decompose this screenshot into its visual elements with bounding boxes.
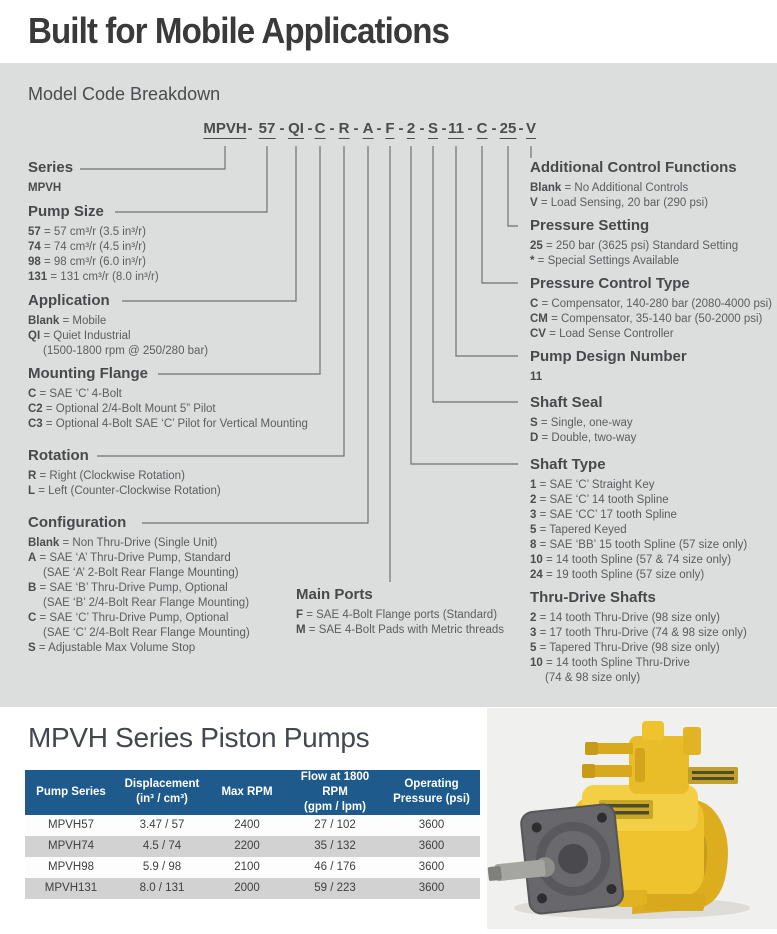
leader-shaft-seal [433,146,518,402]
code-option: 74 = 74 cm³/r (4.5 in³/r) [28,241,146,253]
code-option: 10 = 14 tooth Spline (57 & 74 size only) [530,554,732,566]
section-title: Pressure Setting [530,217,650,234]
code-option: C2 = Optional 2/4-Bolt Mount 5” Pilot [28,403,216,415]
code-option: S = Single, one-way [530,417,633,429]
code-option: 8 = SAE ‘BB’ 15 tooth Spline (57 size only) [530,539,748,551]
section-title: Pump Design Number [530,348,687,365]
table-cell: 2400 [234,819,260,832]
pump-photo [487,708,777,929]
table-cell: 3600 [418,840,445,853]
code-option: L = Left (Counter-Clockwise Rotation) [28,485,221,497]
code-option: C = SAE ‘C’ 4-Bolt [28,388,122,400]
code-option: (1500-1800 rpm @ 250/280 bar) [43,345,209,357]
code-option: 2 = 14 tooth Thru-Drive (98 size only) [530,612,720,624]
section-title: Shaft Seal [530,394,603,411]
section-pressure-setting [530,218,738,269]
code-separator: - [307,120,313,137]
code-separator: - [329,120,335,137]
code-separator: - [491,120,497,137]
section-title: Additional Control Functions [530,159,737,176]
leader-pump-size [115,146,267,212]
code-option: 57 = 57 cm³/r (3.5 in³/r) [28,226,146,238]
code-segment-2: 2 [406,120,416,137]
code-separator: - [518,120,524,137]
table-cell: 4.5 / 74 [142,840,182,853]
table-cell: 2100 [234,861,260,874]
section-title: Pump Size [28,203,104,220]
code-segment-25: 25 [499,120,517,137]
code-option: MPVH [28,182,62,194]
code-segment-v: V [525,120,537,137]
table-column-header: Pump Series [25,770,117,815]
section-title: Pressure Control Type [530,275,690,292]
leader-pressure-setting [508,146,518,226]
code-option: C = Compensator, 140-280 bar (2080-4000 psi) [530,298,772,310]
section-configuration [28,515,250,656]
code-option: D = Double, two-way [530,432,637,444]
section-mounting-flange [28,366,308,432]
section-thru-drive-shafts [530,590,747,686]
code-option: V = Load Sensing, 20 bar (290 psi) [530,197,709,209]
table-cell: MPVH98 [47,861,95,874]
model-code-panel [0,63,777,707]
table-cell: 8.0 / 131 [139,882,185,895]
code-option: 11 [530,371,543,383]
leader-pressure-control-type [482,146,518,283]
code-option: (74 & 98 size only) [545,672,641,684]
code-separator: - [398,120,404,137]
code-option: B = SAE ‘B’ Thru-Drive Pump, Optional [28,582,228,594]
section-title: Main Ports [296,586,373,603]
table-column-header: Displacement (in³ / cm³) [117,770,207,815]
table-row [25,836,480,857]
code-option: 3 = 17 tooth Thru-Drive (74 & 98 size only) [530,627,747,639]
section-pump-size [28,204,159,285]
table-cell: 35 / 132 [314,840,356,853]
code-option: (SAE ‘C’ 2/4-Bolt Rear Flange Mounting) [43,627,250,639]
section-application [28,293,208,359]
code-option: QI = Quiet Industrial [28,330,131,342]
table-cell: 5.9 / 98 [142,861,182,874]
code-option: 131 = 131 cm³/r (8.0 in³/r) [28,271,159,283]
leader-pump-design-number [456,146,518,356]
code-option: 2 = SAE ‘C’ 14 tooth Spline [530,494,669,506]
code-separator: - [441,120,447,137]
code-separator: - [279,120,285,137]
code-option: 5 = Tapered Keyed [530,524,627,536]
section-shaft-seal [530,395,636,446]
code-option: 98 = 98 cm³/r (6.0 in³/r) [28,256,146,268]
table-header-row [25,770,480,815]
section-title: Shaft Type [530,456,606,473]
code-option: (SAE ‘B’ 2/4-Bolt Rear Flange Mounting) [43,597,250,609]
table-cell: MPVH57 [47,819,95,832]
code-option: S = Adjustable Max Volume Stop [28,642,196,654]
section-rotation [28,448,221,499]
code-separator: - [353,120,359,137]
code-option: F = SAE 4-Bolt Flange ports (Standard) [296,609,498,621]
table-cell: 3.47 / 57 [139,819,185,832]
code-option: Blank = No Additional Controls [530,182,689,194]
table-cell: 2200 [234,840,260,853]
code-option: 25 = 250 bar (3625 psi) Standard Setting [530,240,739,252]
code-option: * = Special Settings Available [530,255,680,267]
page-title: Built for Mobile Applications [28,10,450,51]
leader-shaft-type [411,146,518,464]
table-cell: 59 / 223 [314,882,356,895]
pump-specs-table [25,770,480,899]
code-segment-r: R [338,120,350,137]
table-column-header: Operating Pressure (psi) [383,770,480,815]
code-segment-57: 57 [258,120,276,137]
code-separator: - [419,120,425,137]
section-main-ports [296,587,504,638]
section-pressure-control-type [530,276,772,342]
code-separator: - [376,120,382,137]
table-cell: MPVH74 [47,840,95,853]
table-cell: 3600 [418,882,445,895]
table-body [25,815,480,899]
code-option: R = Right (Clockwise Rotation) [28,470,185,482]
code-option: 5 = Tapered Thru-Drive (98 size only) [530,642,720,654]
section-title: Mounting Flange [28,365,148,382]
section-title: Configuration [28,514,127,531]
code-option: M = SAE 4-Bolt Pads with Metric threads [296,624,505,636]
code-option: C3 = Optional 4-Bolt SAE ‘C’ Pilot for Vertical Mounting [28,418,308,430]
code-option: 3 = SAE ‘CC’ 17 tooth Spline [530,509,677,521]
code-option: 10 = 14 tooth Spline Thru-Drive [530,657,690,669]
code-segment-qi: QI [288,120,304,137]
code-option: A = SAE ‘A’ Thru-Drive Pump, Standard [28,552,231,564]
section-title: Series [28,159,74,176]
code-option: Blank = Mobile [28,315,107,327]
code-option: CM = Compensator, 35-140 bar (50-2000 psi) [530,313,763,325]
code-segment-c: C [314,120,326,137]
code-segment-11: 11 [448,120,464,137]
table-cell: 27 / 102 [314,819,356,832]
leader-series [80,146,225,169]
breakdown-title: Model Code Breakdown [28,84,221,104]
code-option: CV = Load Sense Controller [530,328,674,340]
section-title: Thru-Drive Shafts [530,589,656,606]
table-column-header: Flow at 1800 RPM (gpm / lpm) [287,770,383,815]
piston-pump-illustration [487,708,777,929]
table-row [25,857,480,878]
table-cell: MPVH131 [44,882,98,895]
section-additional-control-functions [530,160,737,211]
code-option: (SAE ‘A’ 2-Bolt Rear Flange Mounting) [43,567,239,579]
table-row [25,815,480,836]
pumps-section-title: MPVH Series Piston Pumps [28,722,370,753]
table-cell: 3600 [418,861,445,874]
code-separator: - [467,120,473,137]
table-column-header: Max RPM [207,770,287,815]
section-shaft-type [530,457,747,583]
code-option: Blank = Non Thru-Drive (Single Unit) [28,537,218,549]
table-cell: 2000 [234,882,260,895]
section-pump-design-number [530,349,687,385]
table-row [25,878,480,899]
code-segment-a: A [362,120,374,137]
code-option: 1 = SAE ‘C’ Straight Key [530,479,655,491]
code-separator: - [247,120,253,137]
code-option: 24 = 19 tooth Spline (57 size only) [530,569,705,581]
code-segment-s: S [427,120,439,137]
section-series [28,160,73,196]
section-title: Application [28,292,110,309]
code-segment-c: C [476,120,488,137]
table-cell: 3600 [418,819,445,832]
code-option: C = SAE ‘C’ Thru-Drive Pump, Optional [28,612,229,624]
section-title: Rotation [28,447,89,464]
code-segment-mpvh: MPVH [203,120,247,137]
table-cell: 46 / 176 [314,861,356,874]
code-segment-f: F [385,120,395,137]
